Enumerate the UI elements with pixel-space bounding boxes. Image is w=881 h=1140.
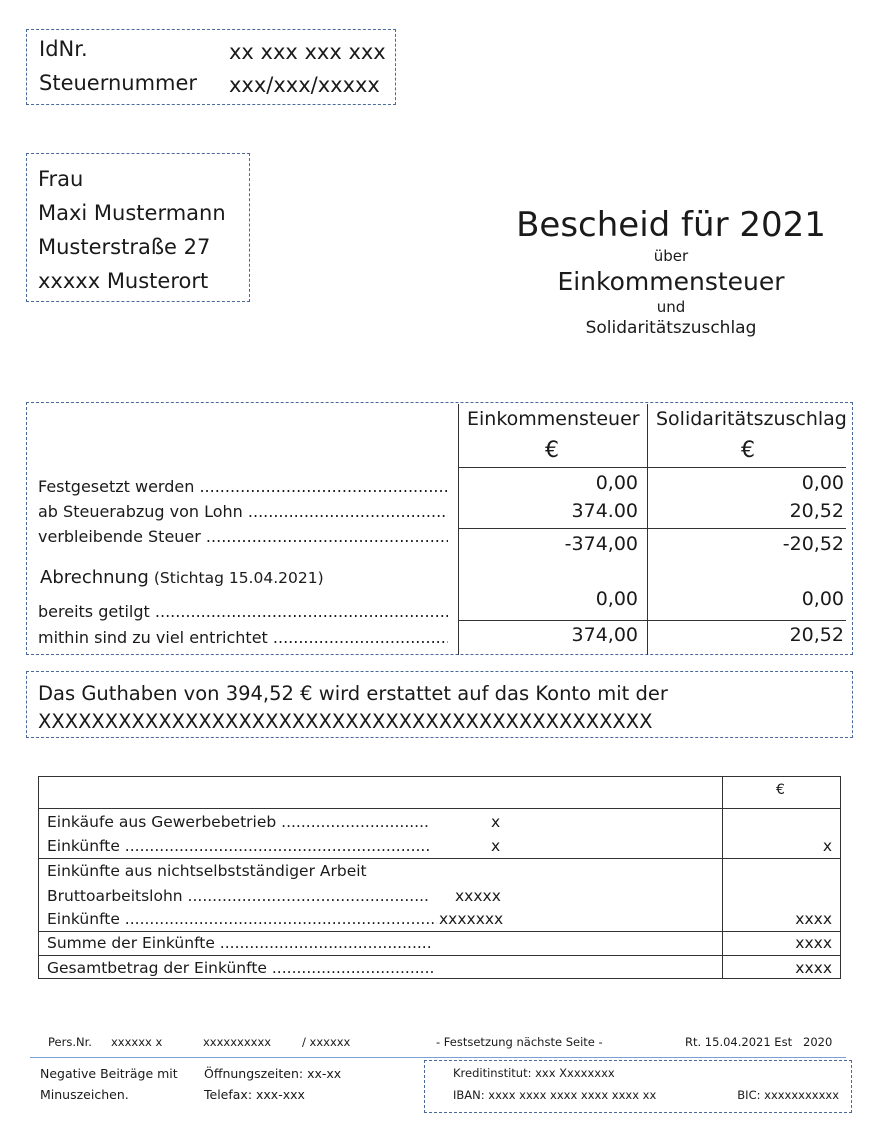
getilgt-est: 0,00	[595, 588, 638, 610]
arbeit-total: xxxx	[795, 910, 832, 928]
id-box	[26, 29, 396, 105]
verbleibend-label: verbleibende Steuer .....	[38, 527, 448, 546]
persnr-a: xxxxxx x	[111, 1035, 163, 1049]
fax-number: Telefax: xxx-xxx	[204, 1087, 305, 1102]
footer-divider	[30, 1057, 846, 1058]
zuviel-est: 374,00	[571, 624, 638, 646]
idnr-value: xx xxx xxx xxx	[229, 40, 386, 64]
persnr-label: Pers.Nr.	[48, 1035, 92, 1049]
refund-account: XXXXXXXXXXXXXXXXXXXXXXXXXXXXXXXXXXXXXXXXXXXXXX	[38, 710, 653, 733]
gewerbe-einkuenfte-label: Einkünfte .....	[47, 837, 429, 855]
verbleibend-est: -374,00	[564, 533, 638, 555]
col-header-est: Einkommensteuer	[467, 408, 640, 430]
festgesetzt-label: Festgesetzt werden .....	[38, 477, 448, 496]
opening-hours: Öffnungszeiten: xx-xx	[204, 1066, 342, 1081]
brutto-label: Bruttoarbeitslohn .....	[47, 887, 429, 905]
document-title	[506, 205, 836, 338]
salutation: Frau	[38, 167, 84, 191]
steuerabzug-est: 374.00	[571, 500, 638, 522]
steuernummer-value: xxx/xxx/xxxxx	[229, 73, 380, 97]
title-und: und	[656, 298, 686, 316]
title-tax: Einkommensteuer	[557, 267, 785, 296]
persnr-b: xxxxxxxxxx	[203, 1035, 272, 1049]
festgesetzt-soli: 0,00	[801, 472, 844, 494]
street: Musterstraße 27	[38, 235, 211, 259]
arbeit-einkuenfte-value: xxxxxxx	[439, 910, 504, 928]
address-box	[26, 153, 250, 302]
city: xxxxx Musterort	[38, 269, 209, 293]
reference-year: 2020	[803, 1035, 833, 1049]
steuerabzug-soli: 20,52	[789, 500, 844, 522]
iban: IBAN: xxxx xxxx xxxx xxxx xxxx xx	[453, 1088, 657, 1102]
income-currency: €	[776, 782, 785, 798]
income-table	[38, 776, 841, 979]
arbeit-heading: Einkünfte aus nichtselbstständiger Arbeit	[47, 862, 367, 880]
getilgt-label: bereits getilgt .....	[38, 602, 448, 621]
reference-date: Rt. 15.04.2021 Est	[685, 1035, 793, 1049]
steuernummer-label: Steuernummer	[39, 71, 198, 95]
title-ueber: über	[653, 247, 689, 265]
arbeit-einkuenfte-label: Einkünfte .....	[47, 910, 437, 928]
refund-line-1: Das Guthaben von 394,52 € wird erstattet auf das Konto mit der	[38, 682, 668, 705]
idnr-label: IdNr.	[39, 37, 88, 61]
gewerbe-label: Einkäufe aus Gewerbebetrieb .....	[47, 813, 429, 831]
refund-notice	[26, 671, 853, 738]
recipient-name: Maxi Mustermann	[38, 201, 226, 225]
summe-label: Summe der Einkünfte .....	[47, 934, 433, 952]
negative-note-line-2: Minuszeichen.	[40, 1087, 129, 1102]
currency-soli: €	[741, 438, 755, 463]
gewerbe-total: x	[822, 837, 832, 855]
gesamt-value: xxxx	[795, 959, 832, 977]
currency-est: €	[545, 438, 559, 463]
tax-table	[458, 404, 846, 655]
gesamt-label: Gesamtbetrag der Einkünfte .....	[47, 959, 433, 977]
steuerabzug-label: ab Steuerabzug von Lohn .....	[38, 502, 448, 521]
verbleibend-soli: -20,52	[782, 533, 844, 555]
festgesetzt-est: 0,00	[595, 472, 638, 494]
col-header-soli: Solidaritätszuschlag	[656, 408, 847, 430]
negative-note-line-1: Negative Beiträge mit	[40, 1066, 178, 1081]
summe-value: xxxx	[795, 934, 832, 952]
persnr-c: / xxxxxx	[302, 1035, 351, 1049]
brutto-value: xxxxx	[455, 887, 501, 905]
title-soli: Solidaritätszuschlag	[585, 318, 757, 338]
next-page-note: - Festsetzung nächste Seite -	[436, 1035, 603, 1049]
title-main: Bescheid für 2021	[516, 205, 826, 245]
zuviel-soli: 20,52	[789, 624, 844, 646]
abrechnung-heading: Abrechnung (Stichtag 15.04.2021)	[40, 567, 324, 588]
gewerbe-value: x	[491, 813, 501, 831]
zuviel-label: mithin sind zu viel entrichtet .....	[38, 628, 448, 647]
getilgt-soli: 0,00	[801, 588, 844, 610]
gewerbe-einkuenfte-value: x	[491, 837, 501, 855]
bic: BIC: xxxxxxxxxxx	[737, 1088, 839, 1102]
bank-name: Kreditinstitut: xxx Xxxxxxxx	[453, 1066, 615, 1080]
bank-details-box	[424, 1060, 852, 1113]
